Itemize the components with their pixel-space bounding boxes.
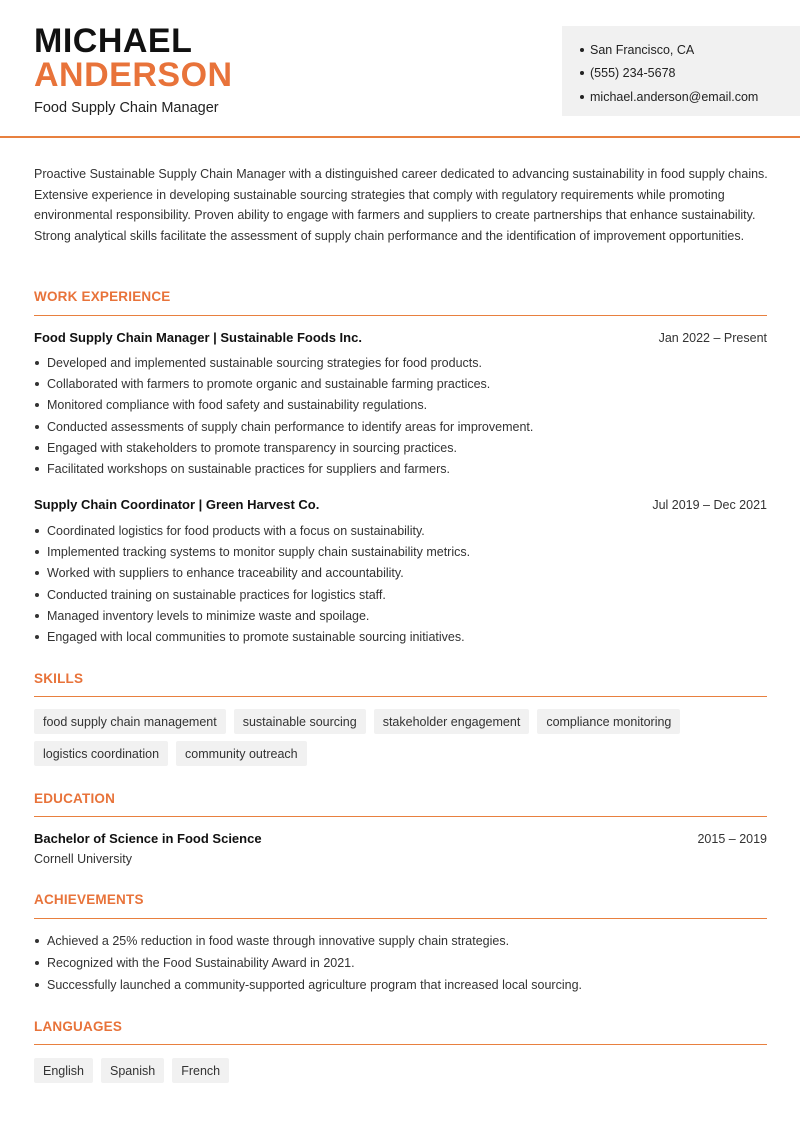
list-item-text: Achieved a 25% reduction in food waste through innovative supply chain strategies. xyxy=(47,934,510,948)
contact-phone xyxy=(580,62,800,86)
list-item-text: Collaborated with farmers to promote organic and sustainable farming practices. xyxy=(47,376,491,391)
bullet-icon xyxy=(35,361,39,365)
job-dates: Jan 2022 – Present xyxy=(658,331,767,345)
section-divider xyxy=(34,816,767,817)
list-item-text: Developed and implemented sustainable sourcing strategies for food products. xyxy=(47,355,482,370)
job-header xyxy=(34,330,767,345)
skill-tag: compliance monitoring xyxy=(537,709,680,734)
job-role: Food Supply Chain Manager | Sustainable Foods Inc. xyxy=(34,330,362,345)
list-item-text: Worked with suppliers to enhance traceability and accountability. xyxy=(47,566,404,581)
education-header xyxy=(34,831,767,846)
contact-email xyxy=(580,85,800,109)
bullet-icon xyxy=(35,403,39,407)
summary-paragraph: Proactive Sustainable Supply Chain Manager with a distinguished career dedicated to advancing sustainability in food supply chains. Extensive experience in developing sustainable sourcing strategies that comply with regulatory requirements while promoting environmental responsibility. Proven ability to engage with farmers and suppliers to create partnerships that enhance sustainability. Strong analytical skills facilitate the assessment of supply chain performance and the identification of improvement opportunities. xyxy=(34,167,768,243)
skill-tag: community outreach xyxy=(176,741,307,766)
list-item-text: Monitored compliance with food safety and sustainability regulations. xyxy=(47,398,428,413)
list-item xyxy=(34,373,767,394)
section-divider xyxy=(34,918,767,919)
list-item xyxy=(34,395,767,416)
language-tag: French xyxy=(172,1058,229,1083)
bullet-icon xyxy=(35,614,39,618)
list-item xyxy=(34,626,767,647)
list-item xyxy=(34,541,767,562)
contact-location xyxy=(580,38,800,62)
bullet-icon xyxy=(35,529,39,533)
skill-tag: sustainable sourcing xyxy=(234,709,366,734)
language-tag: Spanish xyxy=(101,1058,164,1083)
bullet-icon xyxy=(35,593,39,597)
job-bullets xyxy=(34,352,767,480)
bullet-icon xyxy=(580,48,584,52)
bullet-icon xyxy=(35,961,39,965)
list-item-text: Implemented tracking systems to monitor supply chain sustainability metrics. xyxy=(47,544,471,559)
job-role: Supply Chain Coordinator | Green Harvest Co. xyxy=(34,497,320,512)
skills-tags xyxy=(34,709,767,766)
list-item-text: Managed inventory levels to minimize waste and spoilage. xyxy=(47,608,370,623)
job-bullets xyxy=(34,520,767,648)
bullet-icon xyxy=(580,71,584,75)
bullet-icon xyxy=(35,550,39,554)
list-item-text: Conducted training on sustainable practices for logistics staff. xyxy=(47,587,386,602)
job-title: Food Supply Chain Manager xyxy=(34,100,219,116)
job-dates: Jul 2019 – Dec 2021 xyxy=(652,498,767,512)
section-title-skills: SKILLS xyxy=(34,671,84,686)
list-item-text: Coordinated logistics for food products with a focus on sustainability. xyxy=(47,523,425,538)
language-tag: English xyxy=(34,1058,93,1083)
language-tags xyxy=(34,1058,767,1083)
bullet-icon xyxy=(35,983,39,987)
achievement-bullets xyxy=(34,930,767,996)
first-name: MICHAEL xyxy=(34,22,193,60)
list-item xyxy=(34,416,767,437)
list-item xyxy=(34,605,767,626)
list-item xyxy=(34,974,767,996)
section-title-achievements: ACHIEVEMENTS xyxy=(34,892,144,907)
job-header xyxy=(34,497,767,512)
bullet-icon xyxy=(35,425,39,429)
resume-header xyxy=(0,0,800,138)
section-title-languages: LANGUAGES xyxy=(34,1019,123,1034)
list-item xyxy=(34,437,767,458)
bullet-icon xyxy=(35,939,39,943)
list-item-text: Engaged with stakeholders to promote transparency in sourcing practices. xyxy=(47,440,457,455)
section-divider xyxy=(34,315,767,316)
list-item-text: Recognized with the Food Sustainability Award in 2021. xyxy=(47,956,355,970)
contact-box xyxy=(562,26,800,116)
bullet-icon xyxy=(35,571,39,575)
last-name: ANDERSON xyxy=(34,56,233,94)
bullet-icon xyxy=(35,382,39,386)
list-item xyxy=(34,352,767,373)
bullet-icon xyxy=(580,95,584,99)
list-item-text: Facilitated workshops on sustainable practices for suppliers and farmers. xyxy=(47,462,450,477)
list-item xyxy=(34,584,767,605)
bullet-icon xyxy=(35,446,39,450)
section-title-education: EDUCATION xyxy=(34,791,116,806)
list-item xyxy=(34,952,767,974)
list-item xyxy=(34,458,767,479)
skill-tag: stakeholder engagement xyxy=(374,709,530,734)
education-degree: Bachelor of Science in Food Science xyxy=(34,831,262,846)
education-school: Cornell University xyxy=(34,852,132,866)
section-title-work: WORK EXPERIENCE xyxy=(34,289,171,304)
list-item xyxy=(34,520,767,541)
contact-location-text: San Francisco, CA xyxy=(590,42,695,57)
bullet-icon xyxy=(35,467,39,471)
contact-email-text: michael.anderson@email.com xyxy=(590,89,759,104)
section-divider xyxy=(34,1044,767,1045)
list-item xyxy=(34,930,767,952)
list-item-text: Conducted assessments of supply chain performance to identify areas for improvement. xyxy=(47,419,534,434)
contact-phone-text: (555) 234-5678 xyxy=(590,66,676,81)
bullet-icon xyxy=(35,635,39,639)
list-item-text: Successfully launched a community-supported agriculture program that increased local sourcing. xyxy=(47,978,582,992)
list-item xyxy=(34,563,767,584)
education-dates: 2015 – 2019 xyxy=(697,832,767,846)
skill-tag: logistics coordination xyxy=(34,741,168,766)
list-item-text: Engaged with local communities to promote sustainable sourcing initiatives. xyxy=(47,630,465,645)
skill-tag: food supply chain management xyxy=(34,709,226,734)
section-divider xyxy=(34,696,767,697)
